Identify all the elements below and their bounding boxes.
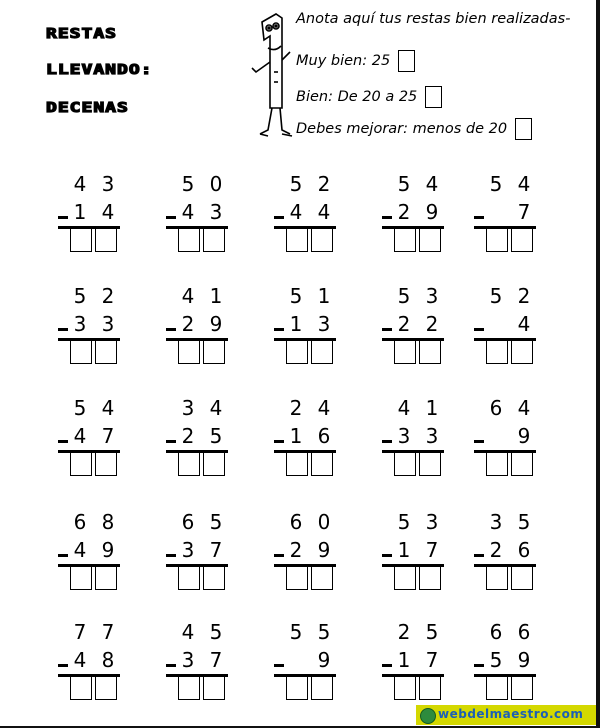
score-box[interactable] bbox=[425, 86, 442, 108]
subtraction-problem bbox=[166, 396, 230, 482]
digit-tens bbox=[484, 312, 508, 336]
answer-box-ones[interactable] bbox=[419, 341, 441, 364]
subtraction-problem bbox=[382, 172, 446, 258]
answer-box-ones[interactable] bbox=[419, 453, 441, 476]
digit-ones: 7 bbox=[425, 648, 439, 672]
answer-box-tens[interactable] bbox=[486, 453, 508, 476]
minuend bbox=[392, 284, 444, 308]
subtraction-problem bbox=[166, 172, 230, 258]
digit-ones: 4 bbox=[517, 396, 531, 420]
digit-tens: 5 bbox=[489, 648, 503, 672]
digit-tens: 4 bbox=[181, 620, 195, 644]
digit-ones: 9 bbox=[209, 312, 223, 336]
page-border-right bbox=[596, 0, 600, 728]
subtrahend bbox=[176, 312, 228, 336]
minus-sign bbox=[166, 216, 176, 219]
minuend bbox=[484, 172, 536, 196]
digit-ones: 3 bbox=[317, 312, 331, 336]
digit-ones: 0 bbox=[317, 510, 331, 534]
answer-box-tens[interactable] bbox=[178, 229, 200, 252]
minuend bbox=[68, 510, 120, 534]
subtraction-problem bbox=[58, 396, 122, 482]
subtraction-problem bbox=[474, 284, 538, 370]
digit-ones: 3 bbox=[425, 424, 439, 448]
digit-tens: 5 bbox=[397, 510, 411, 534]
digit-tens: 2 bbox=[397, 620, 411, 644]
minus-sign bbox=[166, 440, 176, 443]
subtrahend bbox=[176, 648, 228, 672]
footer-brand[interactable] bbox=[416, 705, 596, 725]
subtrahend bbox=[176, 200, 228, 224]
digit-ones: 5 bbox=[209, 424, 223, 448]
digit-ones: 2 bbox=[517, 284, 531, 308]
subtraction-problem bbox=[474, 172, 538, 258]
minus-sign bbox=[274, 554, 284, 557]
digit-tens: 5 bbox=[181, 172, 195, 196]
answer-box-tens[interactable] bbox=[70, 677, 92, 700]
score-box[interactable] bbox=[515, 118, 532, 140]
subtraction-problem bbox=[58, 620, 122, 706]
digit-ones: 4 bbox=[101, 396, 115, 420]
minus-sign bbox=[382, 554, 392, 557]
answer-box-tens[interactable] bbox=[394, 677, 416, 700]
minuend bbox=[284, 172, 336, 196]
answer-box-tens[interactable] bbox=[394, 453, 416, 476]
answer-box-tens[interactable] bbox=[486, 229, 508, 252]
answer-box-ones[interactable] bbox=[203, 677, 225, 700]
subtrahend bbox=[284, 312, 336, 336]
minuend bbox=[176, 172, 228, 196]
digit-ones: 4 bbox=[517, 312, 531, 336]
answer-box-ones[interactable] bbox=[311, 677, 333, 700]
score-row-very-good bbox=[296, 50, 415, 72]
answer-box-ones[interactable] bbox=[511, 567, 533, 590]
answer-box-ones[interactable] bbox=[311, 567, 333, 590]
number-one-mascot-icon bbox=[248, 12, 294, 142]
answer-box-ones[interactable] bbox=[311, 229, 333, 252]
title-line-3: DECENAS bbox=[46, 100, 129, 116]
digit-tens: 4 bbox=[73, 424, 87, 448]
digit-tens: 3 bbox=[397, 424, 411, 448]
answer-box-ones[interactable] bbox=[311, 453, 333, 476]
digit-ones: 8 bbox=[101, 648, 115, 672]
answer-box-tens[interactable] bbox=[178, 677, 200, 700]
minus-sign bbox=[274, 328, 284, 331]
minuend bbox=[284, 284, 336, 308]
digit-ones: 5 bbox=[517, 510, 531, 534]
minuend bbox=[484, 620, 536, 644]
subtraction-problem bbox=[474, 620, 538, 706]
digit-tens: 6 bbox=[289, 510, 303, 534]
minus-sign bbox=[474, 554, 484, 557]
subtrahend bbox=[484, 200, 536, 224]
subtraction-problem bbox=[274, 172, 338, 258]
digit-ones: 1 bbox=[425, 396, 439, 420]
answer-box-tens[interactable] bbox=[70, 229, 92, 252]
digit-ones: 4 bbox=[209, 396, 223, 420]
digit-tens: 6 bbox=[73, 510, 87, 534]
subtraction-problem bbox=[166, 284, 230, 370]
minus-sign bbox=[474, 440, 484, 443]
minus-sign bbox=[58, 328, 68, 331]
digit-ones: 2 bbox=[425, 312, 439, 336]
answer-box-ones[interactable] bbox=[511, 453, 533, 476]
digit-ones: 8 bbox=[101, 510, 115, 534]
answer-box-tens[interactable] bbox=[286, 677, 308, 700]
digit-tens: 5 bbox=[489, 284, 503, 308]
subtrahend bbox=[392, 424, 444, 448]
answer-box-tens[interactable] bbox=[486, 567, 508, 590]
digit-ones: 6 bbox=[517, 620, 531, 644]
digit-tens: 3 bbox=[73, 312, 87, 336]
minuend bbox=[484, 284, 536, 308]
subtrahend bbox=[484, 538, 536, 562]
subtrahend bbox=[68, 424, 120, 448]
minuend bbox=[284, 620, 336, 644]
minuend bbox=[392, 510, 444, 534]
answer-box-ones[interactable] bbox=[511, 677, 533, 700]
score-label: Muy bien: 25 bbox=[296, 53, 391, 69]
digit-tens: 3 bbox=[181, 538, 195, 562]
footer-text: webdelmaestro.com bbox=[438, 707, 584, 721]
minuend bbox=[284, 396, 336, 420]
digit-ones: 3 bbox=[425, 510, 439, 534]
answer-box-tens[interactable] bbox=[394, 567, 416, 590]
digit-tens: 4 bbox=[289, 200, 303, 224]
answer-box-tens[interactable] bbox=[394, 229, 416, 252]
subtraction-problem bbox=[382, 620, 446, 706]
answer-box-ones[interactable] bbox=[511, 341, 533, 364]
answer-box-ones[interactable] bbox=[311, 341, 333, 364]
subtrahend bbox=[68, 312, 120, 336]
answer-box-tens[interactable] bbox=[286, 453, 308, 476]
subtraction-problem bbox=[382, 396, 446, 482]
digit-tens: 2 bbox=[181, 312, 195, 336]
digit-ones: 5 bbox=[425, 620, 439, 644]
subtrahend bbox=[392, 538, 444, 562]
subtrahend bbox=[176, 538, 228, 562]
digit-tens: 1 bbox=[397, 538, 411, 562]
subtraction-problem bbox=[274, 396, 338, 482]
digit-ones: 7 bbox=[209, 538, 223, 562]
minuend bbox=[392, 172, 444, 196]
minus-sign bbox=[58, 554, 68, 557]
digit-tens: 4 bbox=[181, 284, 195, 308]
minus-sign bbox=[166, 554, 176, 557]
digit-tens: 2 bbox=[289, 396, 303, 420]
subtrahend bbox=[68, 538, 120, 562]
minuend bbox=[68, 284, 120, 308]
digit-tens: 5 bbox=[289, 284, 303, 308]
score-box[interactable] bbox=[398, 50, 415, 72]
minus-sign bbox=[474, 664, 484, 667]
digit-tens: 7 bbox=[73, 620, 87, 644]
subtraction-problem bbox=[474, 510, 538, 596]
digit-ones: 5 bbox=[209, 510, 223, 534]
digit-tens: 3 bbox=[181, 396, 195, 420]
minus-sign bbox=[382, 664, 392, 667]
digit-tens: 6 bbox=[489, 396, 503, 420]
digit-tens: 5 bbox=[397, 284, 411, 308]
digit-ones: 0 bbox=[209, 172, 223, 196]
answer-box-tens[interactable] bbox=[178, 453, 200, 476]
title-line-2: LLEVANDO: bbox=[46, 62, 153, 78]
answer-box-ones[interactable] bbox=[203, 453, 225, 476]
digit-ones: 9 bbox=[101, 538, 115, 562]
digit-tens: 5 bbox=[489, 172, 503, 196]
subtraction-problem bbox=[58, 172, 122, 258]
digit-tens: 2 bbox=[397, 200, 411, 224]
subtraction-problem bbox=[166, 620, 230, 706]
answer-box-ones[interactable] bbox=[511, 229, 533, 252]
subtrahend bbox=[284, 538, 336, 562]
digit-ones: 5 bbox=[209, 620, 223, 644]
digit-tens: 4 bbox=[73, 538, 87, 562]
answer-box-ones[interactable] bbox=[95, 341, 117, 364]
answer-box-tens[interactable] bbox=[286, 567, 308, 590]
digit-ones: 9 bbox=[317, 538, 331, 562]
digit-tens bbox=[284, 648, 308, 672]
digit-tens: 2 bbox=[489, 538, 503, 562]
minuend bbox=[392, 396, 444, 420]
digit-tens bbox=[484, 424, 508, 448]
subtrahend bbox=[284, 648, 336, 672]
minus-sign bbox=[382, 440, 392, 443]
subtrahend bbox=[484, 648, 536, 672]
minus-sign bbox=[58, 664, 68, 667]
digit-tens: 1 bbox=[289, 312, 303, 336]
digit-tens: 3 bbox=[489, 510, 503, 534]
subtraction-problem bbox=[474, 396, 538, 482]
answer-box-ones[interactable] bbox=[419, 229, 441, 252]
subtraction-problem bbox=[166, 510, 230, 596]
answer-box-ones[interactable] bbox=[419, 677, 441, 700]
answer-box-tens[interactable] bbox=[286, 341, 308, 364]
digit-ones: 2 bbox=[101, 284, 115, 308]
minus-sign bbox=[58, 440, 68, 443]
answer-box-tens[interactable] bbox=[486, 341, 508, 364]
minuend bbox=[484, 510, 536, 534]
digit-ones: 9 bbox=[517, 648, 531, 672]
digit-ones: 3 bbox=[209, 200, 223, 224]
minuend bbox=[392, 620, 444, 644]
digit-ones: 4 bbox=[317, 396, 331, 420]
digit-ones: 3 bbox=[425, 284, 439, 308]
answer-box-tens[interactable] bbox=[70, 453, 92, 476]
instructions-heading: Anota aquí tus restas bien realizadas- bbox=[296, 11, 571, 27]
subtrahend bbox=[176, 424, 228, 448]
digit-ones: 9 bbox=[517, 424, 531, 448]
minuend bbox=[176, 620, 228, 644]
minuend bbox=[176, 510, 228, 534]
digit-ones: 1 bbox=[209, 284, 223, 308]
answer-box-tens[interactable] bbox=[178, 567, 200, 590]
minus-sign bbox=[474, 216, 484, 219]
digit-ones: 7 bbox=[425, 538, 439, 562]
digit-ones: 9 bbox=[425, 200, 439, 224]
minus-sign bbox=[274, 440, 284, 443]
minuend bbox=[176, 284, 228, 308]
minus-sign bbox=[382, 328, 392, 331]
answer-box-tens[interactable] bbox=[178, 341, 200, 364]
minuend bbox=[176, 396, 228, 420]
subtraction-problem bbox=[58, 510, 122, 596]
answer-box-tens[interactable] bbox=[486, 677, 508, 700]
minus-sign bbox=[474, 328, 484, 331]
digit-tens: 6 bbox=[489, 620, 503, 644]
subtrahend bbox=[284, 424, 336, 448]
digit-ones: 5 bbox=[317, 620, 331, 644]
answer-box-tens[interactable] bbox=[394, 341, 416, 364]
digit-ones: 7 bbox=[209, 648, 223, 672]
digit-tens: 2 bbox=[289, 538, 303, 562]
digit-tens: 1 bbox=[73, 200, 87, 224]
digit-tens: 5 bbox=[289, 172, 303, 196]
digit-tens: 4 bbox=[73, 172, 87, 196]
subtrahend bbox=[484, 312, 536, 336]
answer-box-tens[interactable] bbox=[70, 567, 92, 590]
subtrahend bbox=[484, 424, 536, 448]
digit-tens: 1 bbox=[397, 648, 411, 672]
digit-ones: 7 bbox=[101, 424, 115, 448]
subtrahend bbox=[392, 312, 444, 336]
digit-ones: 4 bbox=[101, 200, 115, 224]
digit-ones: 4 bbox=[317, 200, 331, 224]
answer-box-ones[interactable] bbox=[203, 229, 225, 252]
subtrahend bbox=[68, 648, 120, 672]
subtraction-problem bbox=[274, 620, 338, 706]
minus-sign bbox=[382, 216, 392, 219]
digit-tens: 5 bbox=[289, 620, 303, 644]
digit-ones: 9 bbox=[317, 648, 331, 672]
answer-box-tens[interactable] bbox=[286, 229, 308, 252]
minus-sign bbox=[166, 328, 176, 331]
subtrahend bbox=[392, 200, 444, 224]
answer-box-ones[interactable] bbox=[95, 229, 117, 252]
minuend bbox=[68, 396, 120, 420]
answer-box-ones[interactable] bbox=[203, 341, 225, 364]
minuend bbox=[68, 620, 120, 644]
digit-tens: 4 bbox=[397, 396, 411, 420]
subtraction-problem bbox=[382, 510, 446, 596]
answer-box-ones[interactable] bbox=[95, 453, 117, 476]
answer-box-ones[interactable] bbox=[95, 677, 117, 700]
digit-ones: 4 bbox=[517, 172, 531, 196]
subtrahend bbox=[68, 200, 120, 224]
digit-ones: 6 bbox=[517, 538, 531, 562]
digit-tens: 5 bbox=[73, 284, 87, 308]
digit-ones: 3 bbox=[101, 312, 115, 336]
score-label: Debes mejorar: menos de 20 bbox=[296, 121, 508, 137]
score-label: Bien: De 20 a 25 bbox=[296, 89, 418, 105]
answer-box-ones[interactable] bbox=[419, 567, 441, 590]
digit-ones: 7 bbox=[101, 620, 115, 644]
digit-tens: 5 bbox=[397, 172, 411, 196]
digit-tens: 2 bbox=[397, 312, 411, 336]
digit-ones: 1 bbox=[317, 284, 331, 308]
subtraction-problem bbox=[382, 284, 446, 370]
subtraction-problem bbox=[274, 284, 338, 370]
minus-sign bbox=[274, 216, 284, 219]
answer-box-tens[interactable] bbox=[70, 341, 92, 364]
score-row-improve bbox=[296, 118, 532, 140]
title-line-1: RESTAS bbox=[46, 26, 118, 42]
subtraction-problem bbox=[274, 510, 338, 596]
digit-tens: 1 bbox=[289, 424, 303, 448]
digit-tens: 6 bbox=[181, 510, 195, 534]
digit-tens: 2 bbox=[181, 424, 195, 448]
digit-ones: 4 bbox=[425, 172, 439, 196]
digit-ones: 2 bbox=[317, 172, 331, 196]
minuend bbox=[284, 510, 336, 534]
digit-tens: 4 bbox=[73, 648, 87, 672]
minuend bbox=[68, 172, 120, 196]
subtraction-problem bbox=[58, 284, 122, 370]
digit-ones: 3 bbox=[101, 172, 115, 196]
answer-box-ones[interactable] bbox=[203, 567, 225, 590]
minus-sign bbox=[58, 216, 68, 219]
digit-tens bbox=[484, 200, 508, 224]
minus-sign bbox=[166, 664, 176, 667]
subtrahend bbox=[284, 200, 336, 224]
digit-tens: 5 bbox=[73, 396, 87, 420]
minus-sign bbox=[274, 664, 284, 667]
digit-tens: 4 bbox=[181, 200, 195, 224]
digit-ones: 6 bbox=[317, 424, 331, 448]
answer-box-ones[interactable] bbox=[95, 567, 117, 590]
digit-tens: 3 bbox=[181, 648, 195, 672]
subtrahend bbox=[392, 648, 444, 672]
minuend bbox=[484, 396, 536, 420]
score-row-good bbox=[296, 86, 442, 108]
digit-ones: 7 bbox=[517, 200, 531, 224]
globe-icon bbox=[420, 708, 436, 724]
